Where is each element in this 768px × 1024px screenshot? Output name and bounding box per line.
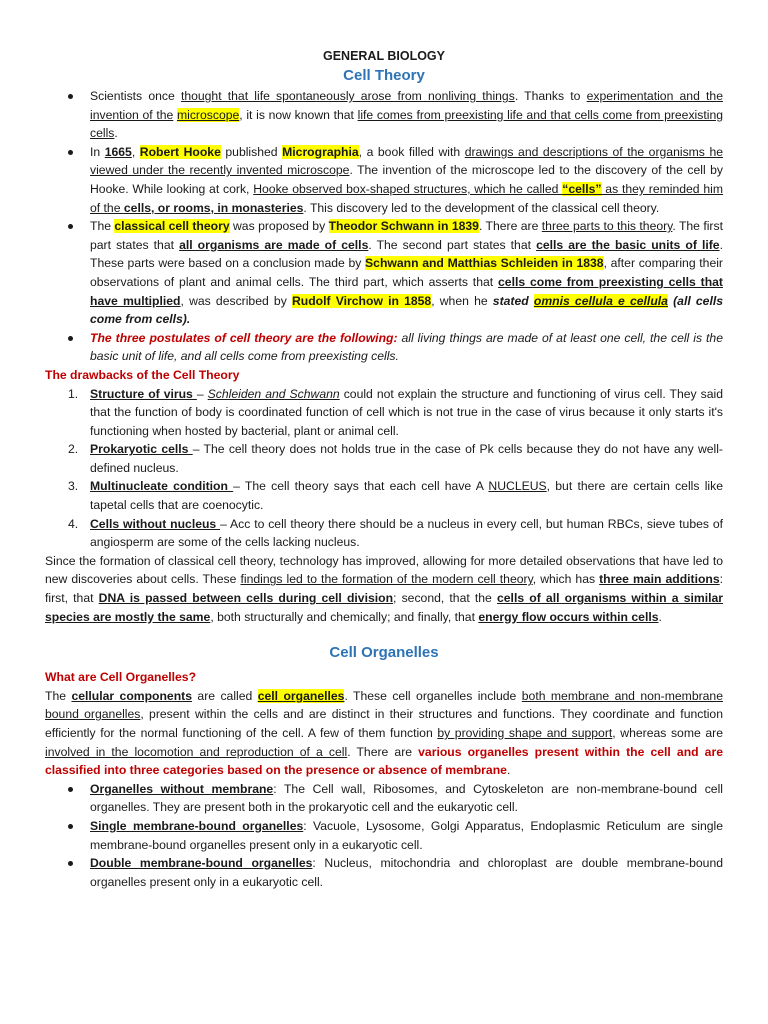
text-run: . <box>658 609 662 624</box>
text-run: drawings and descriptions of the organisms he viewed under the recently invented microscope <box>90 144 724 178</box>
text-run: cells are the basic units of life <box>536 237 720 252</box>
text-run: cells, or rooms, in monasteries <box>123 200 304 215</box>
text-run: Organelles without membrane <box>90 781 274 796</box>
text-run: microscope <box>176 107 240 122</box>
text-run: The <box>45 688 72 703</box>
modern-cell-theory-paragraph <box>45 552 723 626</box>
list-item <box>90 87 723 143</box>
text-run: three main additions <box>599 572 720 587</box>
text-run: NUCLEUS <box>488 479 547 494</box>
text-run: . <box>506 763 511 778</box>
list-item-text <box>90 387 723 438</box>
text-run: . <box>114 126 118 141</box>
text-run: – <box>196 386 208 401</box>
organelles-question-heading: What are Cell Organelles? <box>45 670 197 685</box>
document-title: GENERAL BIOLOGY <box>322 49 445 63</box>
list-item <box>90 217 723 329</box>
list-item-text <box>90 442 723 475</box>
text-run: (all cells come from cells). <box>90 293 723 327</box>
text-run: three parts to this theory <box>541 219 673 234</box>
text-run: cell organelles <box>257 688 345 703</box>
list-item <box>90 329 723 366</box>
text-run: as they reminded him of the <box>90 181 724 215</box>
text-run: Multinucleate condition <box>90 479 234 494</box>
text-run: energy flow occurs within cells <box>478 609 659 624</box>
list-item <box>90 143 723 217</box>
text-run: , after comparing their observations of plant and animal cells. The third part, which asserts that <box>90 256 723 289</box>
text-run: Rudolf Virchow in 1858 <box>291 293 432 308</box>
text-run: – The cell theory does not holds true in the case of Pk cells because they do not have any well-defined nucleus. <box>90 442 723 475</box>
text-run: Since the formation of classical cell theory, technology has improved, allowing for more detailed observations that have led to new discoveries about cells. These <box>45 553 723 587</box>
list-item <box>68 385 723 441</box>
text-run: , whereas some are <box>612 726 723 740</box>
text-run: DNA is passed between cells during cell division <box>98 591 394 606</box>
text-run: Schwann and Matthias Schleiden in 1838 <box>365 256 604 271</box>
text-run: involved in the locomotion and reproduction of a cell <box>45 744 348 759</box>
text-run: stated <box>492 293 534 308</box>
spacer <box>45 626 723 642</box>
text-run: cellular components <box>71 688 192 703</box>
list-number: 3. <box>68 479 79 494</box>
text-run: The <box>90 219 115 234</box>
text-run: Single membrane-bound organelles <box>90 818 304 833</box>
list-item <box>90 854 723 891</box>
list-item-text <box>90 517 723 550</box>
text-run: Scientists once <box>90 89 181 103</box>
text-run: , which has <box>532 572 600 587</box>
text-run: findings led to the formation of the modern cell theory <box>240 572 533 587</box>
text-run: , was described by <box>180 293 292 308</box>
text-run: Structure of virus <box>90 386 197 401</box>
text-run: Double membrane-bound organelles <box>90 856 313 871</box>
text-run: . This discovery led to the development of the classical cell theory. <box>303 200 660 215</box>
text-run: : Vacuole, Lysosome, Golgi Apparatus, Endoplasmic Reticulum are single membrane-bound organelles present only in a eukaryotic cell. <box>90 818 723 852</box>
list-item <box>68 515 723 552</box>
text-run: all organisms are made of cells <box>179 237 369 252</box>
text-run: thought that life spontaneously arose from nonliving things <box>180 89 515 103</box>
text-run: by providing shape and support <box>437 726 613 740</box>
text-run: cells come from preexisting cells that have multiplied <box>90 274 723 308</box>
text-run: . The first part states that <box>90 219 723 252</box>
text-run: Prokaryotic cells <box>90 442 193 457</box>
text-run: . Thanks to <box>514 89 587 103</box>
list-number: 1. <box>68 386 79 401</box>
text-run: . These parts were based on a conclusion made by <box>90 237 723 271</box>
text-run: . The second part states that <box>368 237 537 252</box>
text-run: . These cell organelles include <box>344 688 522 703</box>
text-run: Hooke observed box-shaped structures, which he called <box>253 181 563 196</box>
list-number: 2. <box>68 442 79 457</box>
text-run: published <box>220 144 283 159</box>
text-run: both membrane and non-membrane bound organelles <box>45 688 723 722</box>
text-run: : Nucleus, mitochondria and chloroplast are double membrane-bound organelles present only in a eukaryotic cell. <box>90 856 723 889</box>
drawbacks-list <box>45 385 723 552</box>
section-title-cell-organelles: Cell Organelles <box>329 644 439 662</box>
text-run: – The cell theory says that each cell have A <box>233 479 489 494</box>
text-run: classical cell theory <box>114 219 230 234</box>
text-run: Schleiden and Schwann <box>207 386 340 401</box>
text-run: . There are <box>478 219 542 234</box>
text-run: cells of all organisms within a similar species are mostly the same <box>45 591 723 624</box>
text-run: : The Cell wall, Ribosomes, and Cytoskeleton are non-membrane-bound cell organelles. They are present both in the prokaryotic cell and the eukaryotic cell. <box>90 781 723 815</box>
text-run: , a book filled with <box>358 144 465 159</box>
list-item <box>68 440 723 477</box>
text-run: : first, that <box>45 572 724 606</box>
list-item <box>68 477 723 514</box>
text-run: “cells” <box>562 181 602 196</box>
text-run: . The invention of the microscope led to the discovery of the cell by Hooke. While looking at cork, <box>90 163 723 196</box>
text-run: , when he <box>431 293 493 308</box>
list-item <box>90 780 723 817</box>
text-run: Robert Hooke <box>139 144 221 159</box>
document-page <box>45 47 723 891</box>
text-run: Micrographia <box>282 144 359 159</box>
text-run: . There are <box>347 744 419 759</box>
text-run: could not explain the structure and functioning of virus cell. They said that the function of body is coordinated function of cell which is not true in the case of virus because it only starts it's functioning when hosted by bacterial, plant or animal cell. <box>90 386 723 438</box>
text-run: are called <box>192 688 258 703</box>
text-run: omnis cellula e cellula <box>533 293 668 308</box>
text-run: experimentation and the invention of the <box>90 89 723 122</box>
text-run: – Acc to cell theory there should be a nucleus in every cell, but human RBCs, sieve tubes of angiosperm are some of the cells lacking nucleus. <box>90 516 723 550</box>
text-run: was proposed by <box>229 219 329 234</box>
text-run: Theodor Schwann in 1839 <box>328 219 479 234</box>
text-run: In <box>90 144 105 159</box>
section-title-cell-theory: Cell Theory <box>343 67 425 84</box>
drawbacks-heading: The drawbacks of the Cell Theory <box>45 367 240 382</box>
text-run: 1665 <box>104 144 132 159</box>
organelles-paragraph <box>45 687 723 780</box>
text-run: , but there are certain cells like tapetal cells that are coenocytic. <box>90 479 723 513</box>
text-run: , both structurally and chemically; and finally, that <box>210 609 479 624</box>
organelle-categories-list <box>45 780 723 892</box>
list-item <box>90 817 723 854</box>
text-run: various organelles present within the cell and are classified into three categories based on the presence or absence of membrane <box>45 744 723 778</box>
text-run: , present within the cells and are distinct in their structures and functions. They coordinate and function efficiently for the normal functioning of the cell. A few of them function <box>45 707 723 740</box>
list-number: 4. <box>68 516 79 531</box>
text-run: all living things are made of at least one cell, the cell is the basic unit of life, and all cells come from preexisting cells. <box>90 330 723 364</box>
text-run: Cells without nucleus <box>90 516 221 531</box>
text-run: The three postulates of cell theory are the following: <box>90 330 398 345</box>
text-run: , <box>131 144 140 159</box>
text-run: life comes from preexisting life and that cells come from preexisting cells <box>90 107 724 141</box>
intro-bullet-list <box>45 87 723 366</box>
list-item-text <box>90 479 723 512</box>
text-run: ; second, that the <box>393 591 497 606</box>
text-run: , it is now known that <box>239 107 358 122</box>
